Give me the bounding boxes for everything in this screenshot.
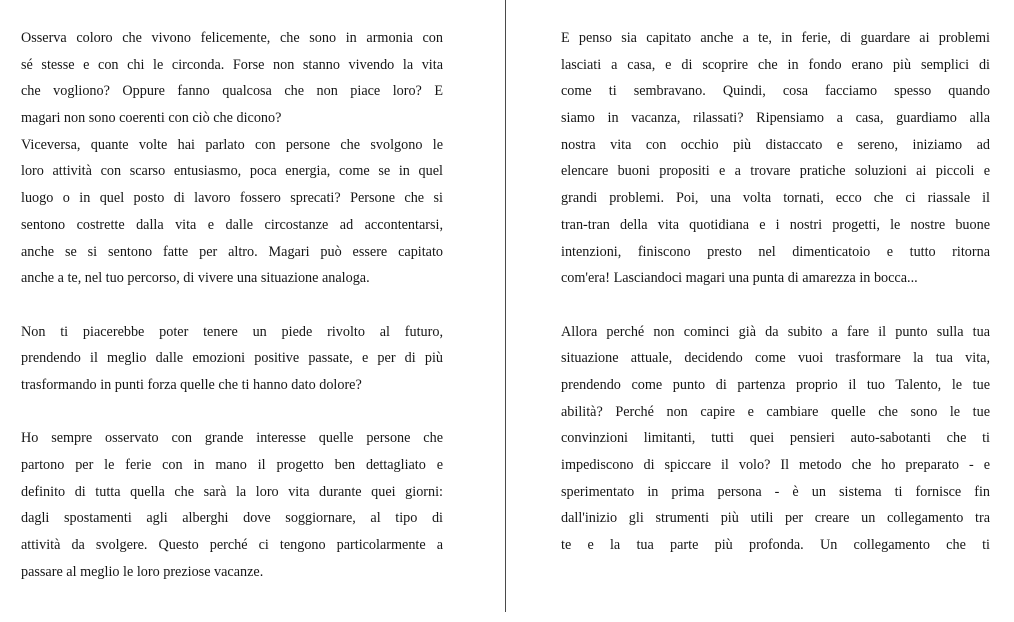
text-line: impediscono di spiccare il volo? Il metodo che ho preparato - e bbox=[561, 457, 990, 473]
text-line: che vogliono? Oppure fanno qualcosa che non piace loro? E bbox=[21, 83, 443, 100]
text-line: tran-tran della vita quotidiana e i nostri progetti, le nostre buone bbox=[561, 216, 990, 233]
text-line: prendendo come punto di partenza proprio il tuo Talento, le tue bbox=[561, 376, 990, 393]
text-line: abilità? Perché non capire e cambiare quelle che sono le tue bbox=[561, 403, 990, 420]
text-line: definito di tutta quella che sarà la loro vita durante quei giorni: bbox=[21, 483, 443, 500]
text-line: anche a te, nel tuo percorso, di vivere una situazione analoga. bbox=[21, 270, 370, 287]
text-line: sentono costrette dalla vita e dalle circostanze ad accontentarsi, bbox=[21, 216, 443, 233]
text-line: loro attività con scarso entusiasmo, poca energia, come se in quel bbox=[21, 163, 443, 180]
text-line: passare al meglio le loro preziose vacanze. bbox=[21, 563, 264, 580]
paragraph bbox=[21, 319, 443, 399]
text-line: partono per le ferie con in mano il progetto ben dettagliato e bbox=[21, 457, 443, 473]
right-page bbox=[561, 25, 990, 559]
page-divider bbox=[505, 0, 506, 612]
text-line: prendendo il meglio dalle emozioni positive passate, e per di più bbox=[21, 350, 443, 367]
text-line: situazione attuale, decidendo come vuoi trasformare la tua vita, bbox=[561, 350, 990, 367]
text-line: nostra vita con occhio più distaccato e sereno, iniziamo ad bbox=[561, 136, 990, 153]
text-line: attività da svolgere. Questo perché ci tengono particolarmente a bbox=[21, 537, 443, 554]
paragraph bbox=[21, 425, 443, 585]
text-line: Non ti piacerebbe poter tenere un piede rivolto al futuro, bbox=[21, 323, 443, 340]
text-line: anche se si sentono fatte per altro. Magari può essere capitato bbox=[21, 243, 443, 260]
left-page bbox=[21, 25, 443, 585]
text-line: Ho sempre osservato con grande interesse quelle persone che bbox=[21, 430, 443, 447]
text-line: Viceversa, quante volte hai parlato con persone che svolgono le bbox=[21, 136, 443, 153]
text-line: Allora perché non cominci già da subito a fare il punto sulla tua bbox=[561, 323, 990, 340]
text-line: grandi problemi. Poi, una volta tornati, ecco che ci riassale il bbox=[561, 190, 990, 207]
paragraph bbox=[561, 319, 990, 559]
text-line: lasciati a casa, e di scoprire che in fondo erano più semplici di bbox=[561, 56, 990, 73]
paragraph bbox=[21, 25, 443, 132]
text-line: siamo in vacanza, rilassati? Ripensiamo a casa, guardiamo alla bbox=[561, 110, 990, 127]
text-line: com'era! Lasciandoci magari una punta di amarezza in bocca... bbox=[561, 270, 918, 287]
text-line: E penso sia capitato anche a te, in ferie, di guardare ai problemi bbox=[561, 30, 990, 46]
text-line: convinzioni limitanti, tutti quei pensieri auto-sabotanti che ti bbox=[561, 430, 990, 447]
text-line: Osserva coloro che vivono felicemente, che sono in armonia con bbox=[21, 30, 443, 46]
text-line: elencare buoni propositi e a trovare pratiche soluzioni ai piccoli e bbox=[561, 163, 990, 180]
text-line: trasformando in punti forza quelle che ti hanno dato dolore? bbox=[21, 376, 362, 393]
text-line: intenzioni, finiscono presto nel dimenticatoio e tutto ritorna bbox=[561, 243, 990, 260]
paragraph bbox=[561, 25, 990, 292]
text-line: dagli spostamenti agli alberghi dove soggiornare, al tipo di bbox=[21, 510, 443, 527]
text-line: sé stesse e con chi le circonda. Forse non stanno vivendo la vita bbox=[21, 56, 443, 73]
text-line: sperimentato in prima persona - è un sistema ti fornisce fin bbox=[561, 483, 990, 500]
text-line: luogo o in quel posto di lavoro fossero sprecati? Persone che si bbox=[21, 190, 443, 207]
text-line: come ti sembravano. Quindi, cosa facciamo spesso quando bbox=[561, 83, 990, 100]
text-line: dall'inizio gli strumenti più utili per creare un collegamento tra bbox=[561, 510, 990, 527]
paragraph bbox=[21, 132, 443, 292]
text-line: magari non sono coerenti con ciò che dicono? bbox=[21, 110, 282, 127]
text-line: te e la tua parte più profonda. Un collegamento che ti bbox=[561, 537, 990, 554]
